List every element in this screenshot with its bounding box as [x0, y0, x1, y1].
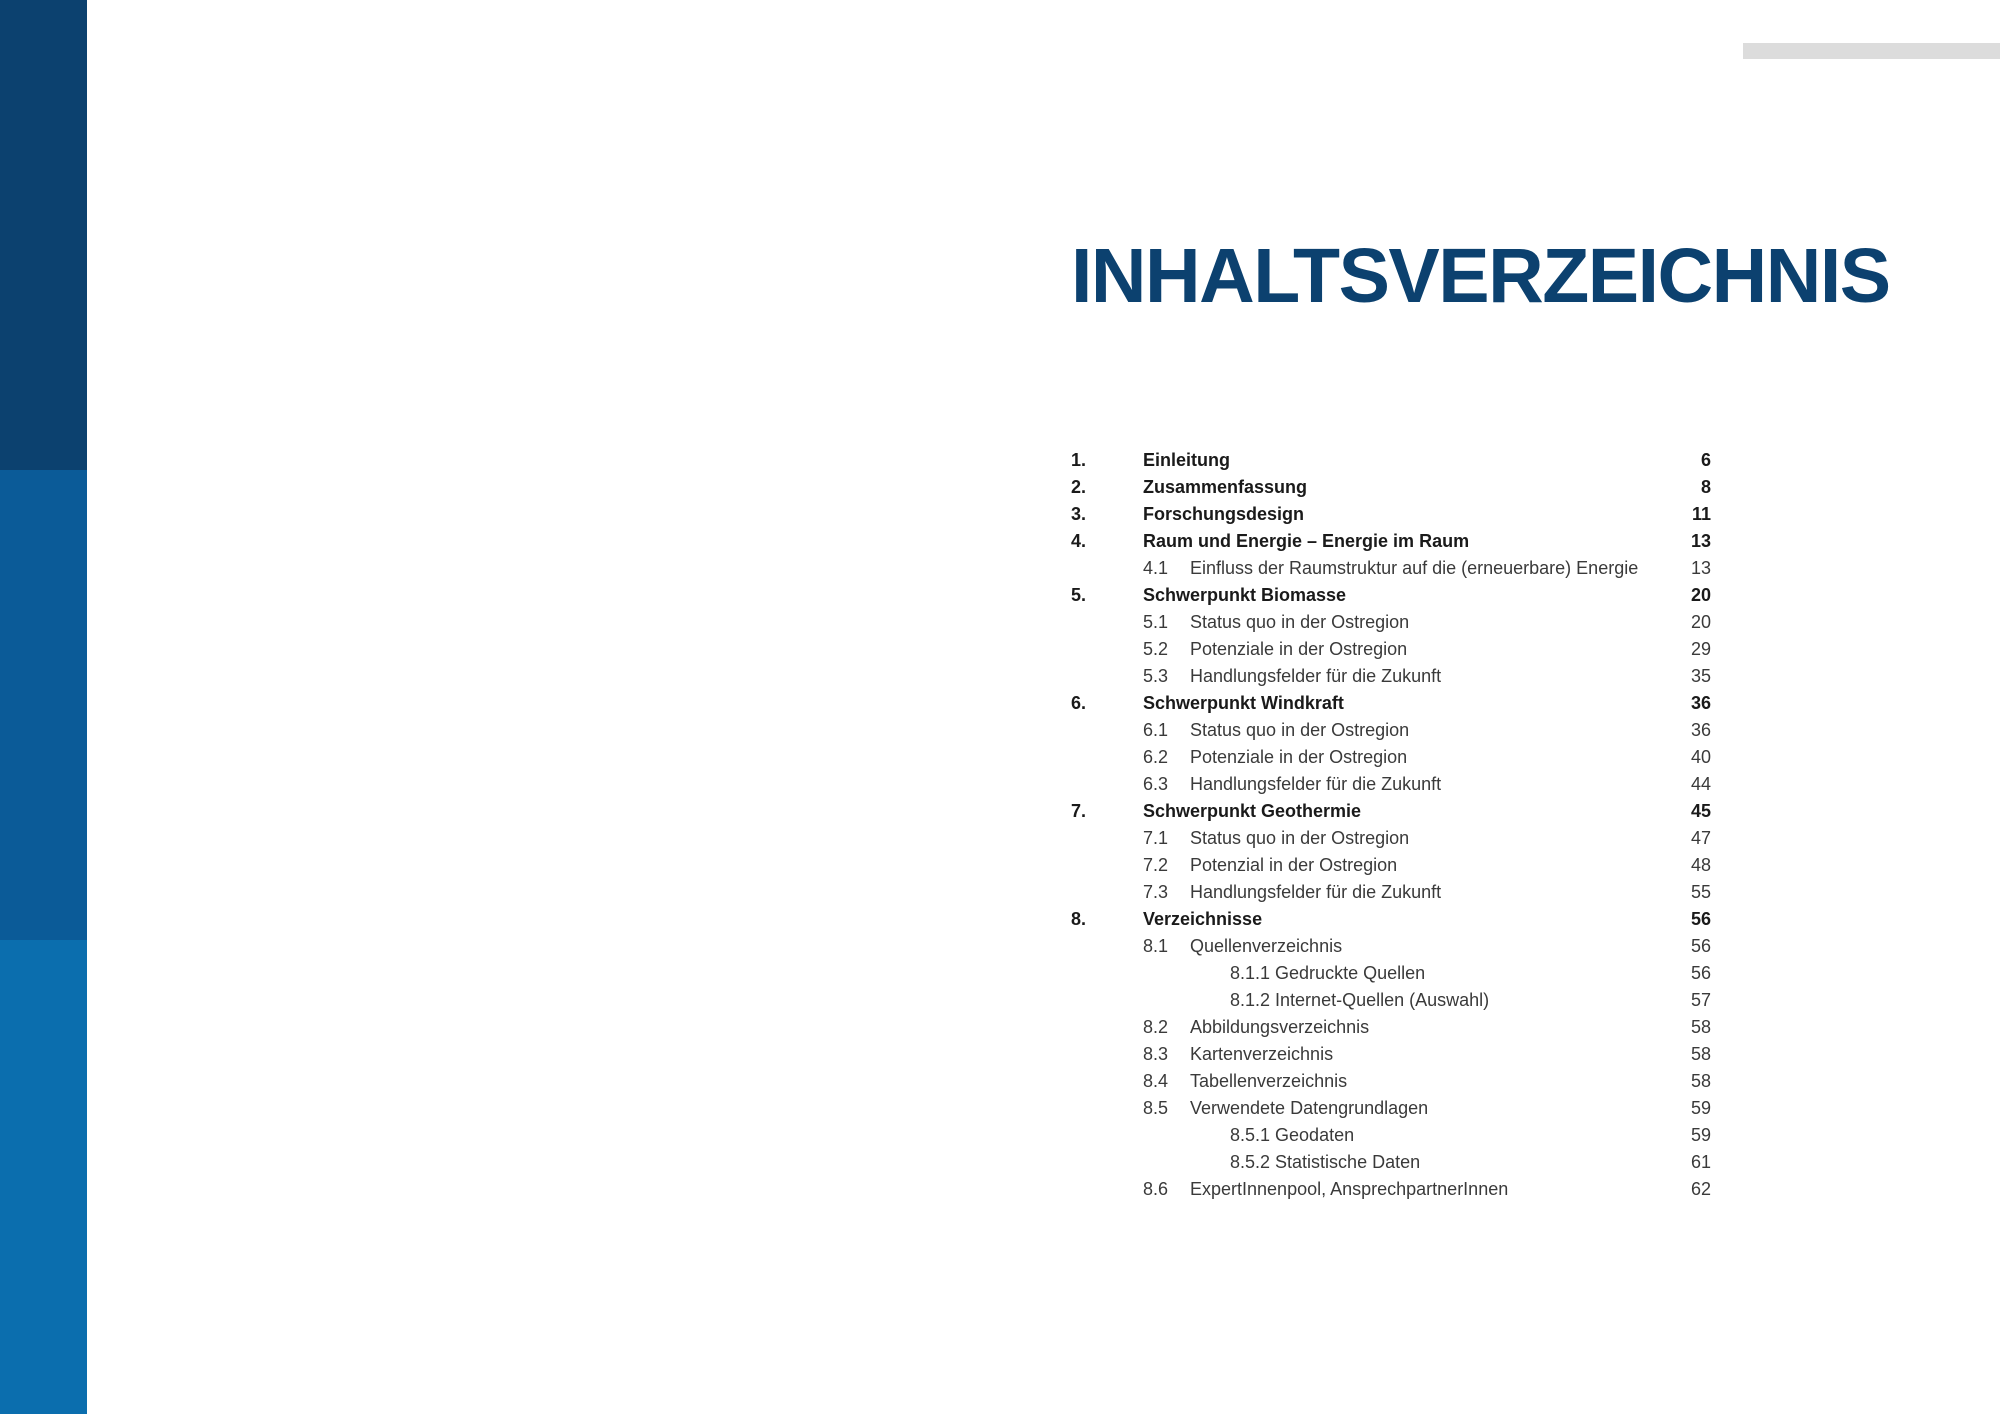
toc-entry-title: Schwerpunkt Biomasse [1143, 585, 1347, 605]
toc-entry-page: 56 [1690, 936, 1711, 956]
sidebar-band-mid [0, 470, 87, 940]
toc-entry [1071, 501, 1711, 528]
toc-entry [1071, 690, 1711, 717]
toc-entry [1071, 636, 1711, 663]
toc-entry-title: Forschungsdesign [1143, 504, 1305, 524]
toc-entry-page: 40 [1690, 747, 1711, 767]
toc-entry-page: 61 [1690, 1152, 1711, 1172]
toc-entry-title: Abbildungsverzeichnis [1190, 1017, 1370, 1037]
toc-entry-title: Einleitung [1143, 450, 1230, 470]
toc-entry [1071, 447, 1711, 474]
toc-entry-title: Einfluss der Raumstruktur auf die (erneuerbare) Energie [1190, 558, 1639, 578]
toc-entry [1071, 1068, 1711, 1095]
toc-entry [1071, 1149, 1711, 1176]
toc-entry-number: 6. [1071, 693, 1087, 713]
toc-entry-number: 7.1 [1143, 828, 1169, 848]
toc-entry-page: 13 [1690, 558, 1711, 578]
toc-entry-page: 56 [1690, 963, 1711, 983]
toc-entry-page: 55 [1690, 882, 1711, 902]
toc-entry [1071, 717, 1711, 744]
toc-entry-number: 2. [1071, 477, 1087, 497]
toc-entry-title: 8.1.2 Internet-Quellen (Auswahl) [1230, 990, 1490, 1010]
toc-entry-number: 8.6 [1143, 1179, 1169, 1199]
toc-entry-page: 20 [1690, 585, 1711, 605]
toc-entry-title: Potenzial in der Ostregion [1190, 855, 1398, 875]
top-decorative-strip [1743, 43, 2000, 59]
toc-entry-number: 4. [1071, 531, 1087, 551]
toc-entry [1071, 933, 1711, 960]
toc-entry-page: 48 [1690, 855, 1711, 875]
toc-entry-number: 3. [1071, 504, 1087, 524]
toc-entry-title: Schwerpunkt Windkraft [1143, 693, 1344, 713]
toc-entry-title: Handlungsfelder für die Zukunft [1190, 774, 1442, 794]
toc-entry-title: Raum und Energie – Energie im Raum [1143, 531, 1470, 551]
toc-entry-page: 47 [1690, 828, 1711, 848]
toc-entry-page: 58 [1690, 1044, 1711, 1064]
toc-entry-title: Quellenverzeichnis [1190, 936, 1343, 956]
toc-entry-number: 7.2 [1143, 855, 1169, 875]
toc-entry-number: 8.2 [1143, 1017, 1169, 1037]
toc-entry-title: Schwerpunkt Geothermie [1143, 801, 1362, 821]
toc-entry-page: 36 [1690, 693, 1711, 713]
toc-entry-number: 6.3 [1143, 774, 1169, 794]
toc-entry [1071, 744, 1711, 771]
toc-entry [1071, 771, 1711, 798]
toc-entry-title: Status quo in der Ostregion [1190, 828, 1410, 848]
toc-entry-number: 7.3 [1143, 882, 1169, 902]
toc-entry-page: 62 [1690, 1179, 1711, 1199]
toc-entry [1071, 1122, 1711, 1149]
toc-entry-number: 6.2 [1143, 747, 1169, 767]
toc-entry [1071, 1014, 1711, 1041]
toc-entry-title: 8.1.1 Gedruckte Quellen [1230, 963, 1426, 983]
toc-entry-number: 5. [1071, 585, 1087, 605]
toc-entry-page: 35 [1690, 666, 1711, 686]
toc-entry [1071, 798, 1711, 825]
toc-entry-page: 58 [1690, 1017, 1711, 1037]
toc-entry-title: Kartenverzeichnis [1190, 1044, 1334, 1064]
toc-entry [1071, 1176, 1711, 1203]
toc-entry-title: ExpertInnenpool, AnsprechpartnerInnen [1190, 1179, 1509, 1199]
toc-entry-number: 4.1 [1143, 558, 1169, 578]
toc-entry [1071, 906, 1711, 933]
toc-entry-page: 56 [1690, 909, 1711, 929]
toc-entry-title: Handlungsfelder für die Zukunft [1190, 882, 1442, 902]
toc-entry [1071, 987, 1711, 1014]
toc-entry-number: 5.2 [1143, 639, 1169, 659]
toc-entry-title: Potenziale in der Ostregion [1190, 639, 1408, 659]
toc-entry-number: 8.1 [1143, 936, 1169, 956]
toc-entry-title: Handlungsfelder für die Zukunft [1190, 666, 1442, 686]
toc-entry-title: Zusammenfassung [1143, 477, 1308, 497]
toc-entry-number: 6.1 [1143, 720, 1169, 740]
toc-entry-number: 5.1 [1143, 612, 1169, 632]
toc-entry-page: 59 [1690, 1098, 1711, 1118]
toc-entry-number: 8.3 [1143, 1044, 1169, 1064]
toc-entry-page: 44 [1690, 774, 1711, 794]
toc-entry [1071, 1041, 1711, 1068]
toc-entry-title: Tabellenverzeichnis [1190, 1071, 1348, 1091]
toc-entry-page: 13 [1690, 531, 1711, 551]
toc-entry-title: Verzeichnisse [1143, 909, 1263, 929]
toc-entry-page: 11 [1691, 504, 1711, 524]
sidebar-band-dark [0, 0, 87, 470]
toc-entry-number: 7. [1071, 801, 1087, 821]
toc-entry-page: 59 [1690, 1125, 1711, 1145]
sidebar-band-light [0, 940, 87, 1414]
toc-entry-page: 57 [1690, 990, 1711, 1010]
toc-entry-page: 20 [1690, 612, 1711, 632]
toc-entry-title: 8.5.2 Statistische Daten [1230, 1152, 1421, 1172]
toc-entry-number: 8. [1071, 909, 1087, 929]
toc-entry-page: 45 [1690, 801, 1711, 821]
toc-entry-page: 29 [1690, 639, 1711, 659]
page-title: INHALTSVERZEICHNIS [1071, 233, 1890, 319]
toc-entry-page: 6 [1700, 450, 1711, 470]
toc-entry [1071, 960, 1711, 987]
toc-entry [1071, 852, 1711, 879]
toc-entry [1071, 825, 1711, 852]
toc-entry-title: Verwendete Datengrundlagen [1190, 1098, 1429, 1118]
toc-entry [1071, 528, 1711, 555]
toc-entry [1071, 582, 1711, 609]
toc-entry-number: 1. [1071, 450, 1087, 470]
toc-entry-page: 58 [1690, 1071, 1711, 1091]
toc-entry-title: Potenziale in der Ostregion [1190, 747, 1408, 767]
toc-entry [1071, 609, 1711, 636]
toc-entry [1071, 879, 1711, 906]
toc-entry-page: 8 [1700, 477, 1711, 497]
toc-entry [1071, 1095, 1711, 1122]
toc-entry [1071, 555, 1711, 582]
toc-entry-page: 36 [1690, 720, 1711, 740]
toc-entry-title: Status quo in der Ostregion [1190, 612, 1410, 632]
toc-entry-number: 5.3 [1143, 666, 1169, 686]
toc-entry-title: 8.5.1 Geodaten [1230, 1125, 1355, 1145]
toc-entry-title: Status quo in der Ostregion [1190, 720, 1410, 740]
toc-entry-number: 8.5 [1143, 1098, 1169, 1118]
toc-entry-number: 8.4 [1143, 1071, 1169, 1091]
toc-entry [1071, 663, 1711, 690]
toc-entry [1071, 474, 1711, 501]
table-of-contents [1071, 447, 1711, 1203]
